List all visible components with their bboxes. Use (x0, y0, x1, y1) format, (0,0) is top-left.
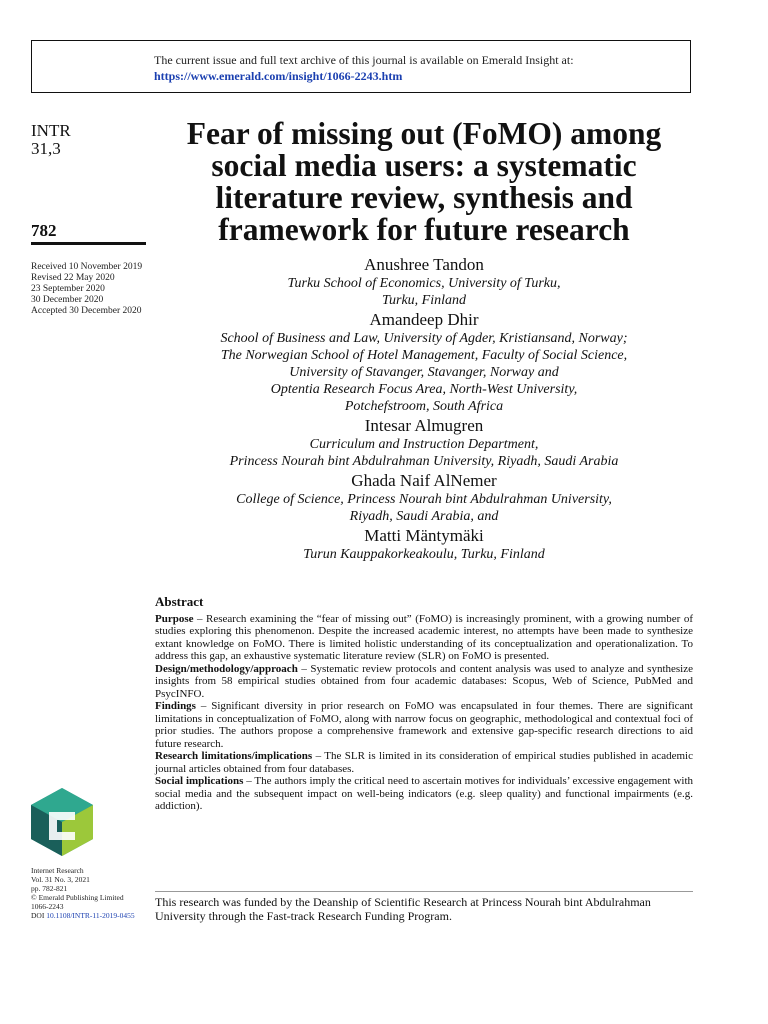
pubinfo-line: Vol. 31 No. 3, 2021 (31, 875, 90, 884)
date-line: Received 10 November 2019 (31, 262, 143, 272)
section-label: Social implications (155, 775, 244, 787)
affiliation-line: The Norwegian School of Hotel Management, Faculty of Social Science, (220, 348, 628, 363)
affiliation-line: Turku School of Economics, University of Turku, (287, 276, 561, 291)
affiliation-line: Turku, Finland (381, 293, 466, 308)
author-affiliation (150, 275, 698, 309)
author-list (150, 254, 698, 563)
pubinfo-line: © Emerald Publishing Limited (31, 893, 124, 902)
abstract-section (155, 663, 693, 701)
affiliation-line: College of Science, Princess Nourah bint Abdulrahman University, (236, 492, 612, 507)
author-name: Anushree Tandon (364, 255, 484, 274)
section-text: – The SLR is limited in its consideration of empirical studies published in academic journal articles obtained from four databases. (155, 750, 693, 775)
article-title: Fear of missing out (FoMO) among social media users: a systematic literature review, synthesis and framework for future research (186, 116, 662, 247)
funding-footnote: This research was funded by the Deanship of Scientific Research at Princess Nourah bint Abdulrahman University through the Fast-track Research Funding Program. (155, 895, 651, 923)
affiliation-line: School of Business and Law, University of Agder, Kristiansand, Norway; (220, 331, 628, 346)
abstract-heading: Abstract (155, 594, 204, 609)
author-affiliation (150, 491, 698, 525)
affiliation-line: Turun Kauppakorkeakoulu, Turku, Finland (303, 547, 545, 562)
pubinfo-line: 1066-2243 (31, 902, 64, 911)
affiliation-line: Princess Nourah bint Abdulrahman University, Riyadh, Saudi Arabia (229, 454, 619, 469)
section-label: Findings (155, 700, 196, 712)
journal-abbrev: INTR (31, 121, 71, 140)
margin-rule (31, 242, 146, 245)
affiliation-line: Riyadh, Saudi Arabia, and (349, 509, 499, 524)
abstract (155, 596, 693, 813)
journal-code (31, 122, 71, 158)
date-line: 23 September 2020 (31, 284, 105, 294)
abstract-section (155, 700, 693, 750)
doi-prefix: DOI (31, 911, 47, 920)
affiliation-line: Curriculum and Instruction Department, (309, 437, 539, 452)
author-affiliation (150, 436, 698, 470)
publication-info (31, 866, 135, 920)
section-label: Design/methodology/approach (155, 662, 298, 675)
page-number: 782 (31, 221, 57, 240)
abstract-section (155, 613, 693, 663)
affiliation-line: Optentia Research Focus Area, North-West University, (270, 382, 578, 397)
footnote-rule (155, 891, 693, 892)
doi-line (31, 911, 135, 920)
journal-url-link[interactable]: https://www.emerald.com/insight/1066-2243.htm (154, 69, 403, 83)
section-text: – Research examining the “fear of missing out” (FoMO) is increasingly prominent, with a growing number of studies exploring this phenomenon. Despite the increased academic interest, no attempts have been made to synthesize extant knowledge on FoMO. There is limited holistic understanding of its conceptualization and operationalization. To address this gap, an exhaustive systematic literature review (SLR) on FoMO is presented. (155, 612, 693, 662)
author-name: Matti Mäntymäki (364, 526, 484, 545)
doi-link[interactable]: 10.1108/INTR-11-2019-0455 (46, 911, 135, 920)
pubinfo-line: pp. 782-821 (31, 884, 68, 893)
volume-issue: 31,3 (31, 139, 61, 158)
section-label: Research limitations/implications (155, 750, 313, 762)
date-line: 30 December 2020 (31, 295, 104, 305)
pubinfo-line: Internet Research (31, 866, 84, 875)
journal-archive-banner (31, 40, 691, 93)
date-line: Revised 22 May 2020 (31, 273, 115, 283)
emerald-logo-icon (31, 788, 93, 856)
author-name: Ghada Naif AlNemer (351, 471, 497, 490)
date-line: Accepted 30 December 2020 (31, 306, 142, 316)
section-label: Purpose (155, 612, 194, 625)
section-text: – Systematic review protocols and content analysis was used to analyze and synthesize insights from 58 empirical studies obtained from four academic databases: Scopus, Web of Science, PubMed and PsycINFO. (155, 662, 693, 700)
banner-text: The current issue and full text archive of this journal is available on Emerald Insight at: (154, 53, 574, 67)
section-text: – The authors imply the critical need to ascertain motives for individuals’ excessive engagement with social media and the subsequent impact on well-being indicators (e.g. sleep quality) and functional impairments (e.g. addiction). (155, 775, 694, 812)
abstract-section (155, 750, 693, 775)
author-name: Intesar Almugren (364, 416, 484, 435)
affiliation-line: University of Stavanger, Stavanger, Norway and (289, 365, 559, 380)
author-affiliation (150, 546, 698, 563)
section-text: – Significant diversity in prior research on FoMO was encapsulated in four themes. There are significant limitations in conceptualization of FoMO, along with narrow focus on geographic, methodological and contextual foci of prior studies. The authors propose a comprehensive framework and extensive gap-specific research directions to aid future research. (155, 700, 693, 750)
abstract-section (155, 775, 693, 813)
affiliation-line: Potchefstroom, South Africa (344, 399, 504, 414)
author-affiliation (150, 330, 698, 415)
received-dates (31, 262, 142, 317)
author-name: Amandeep Dhir (369, 310, 479, 329)
